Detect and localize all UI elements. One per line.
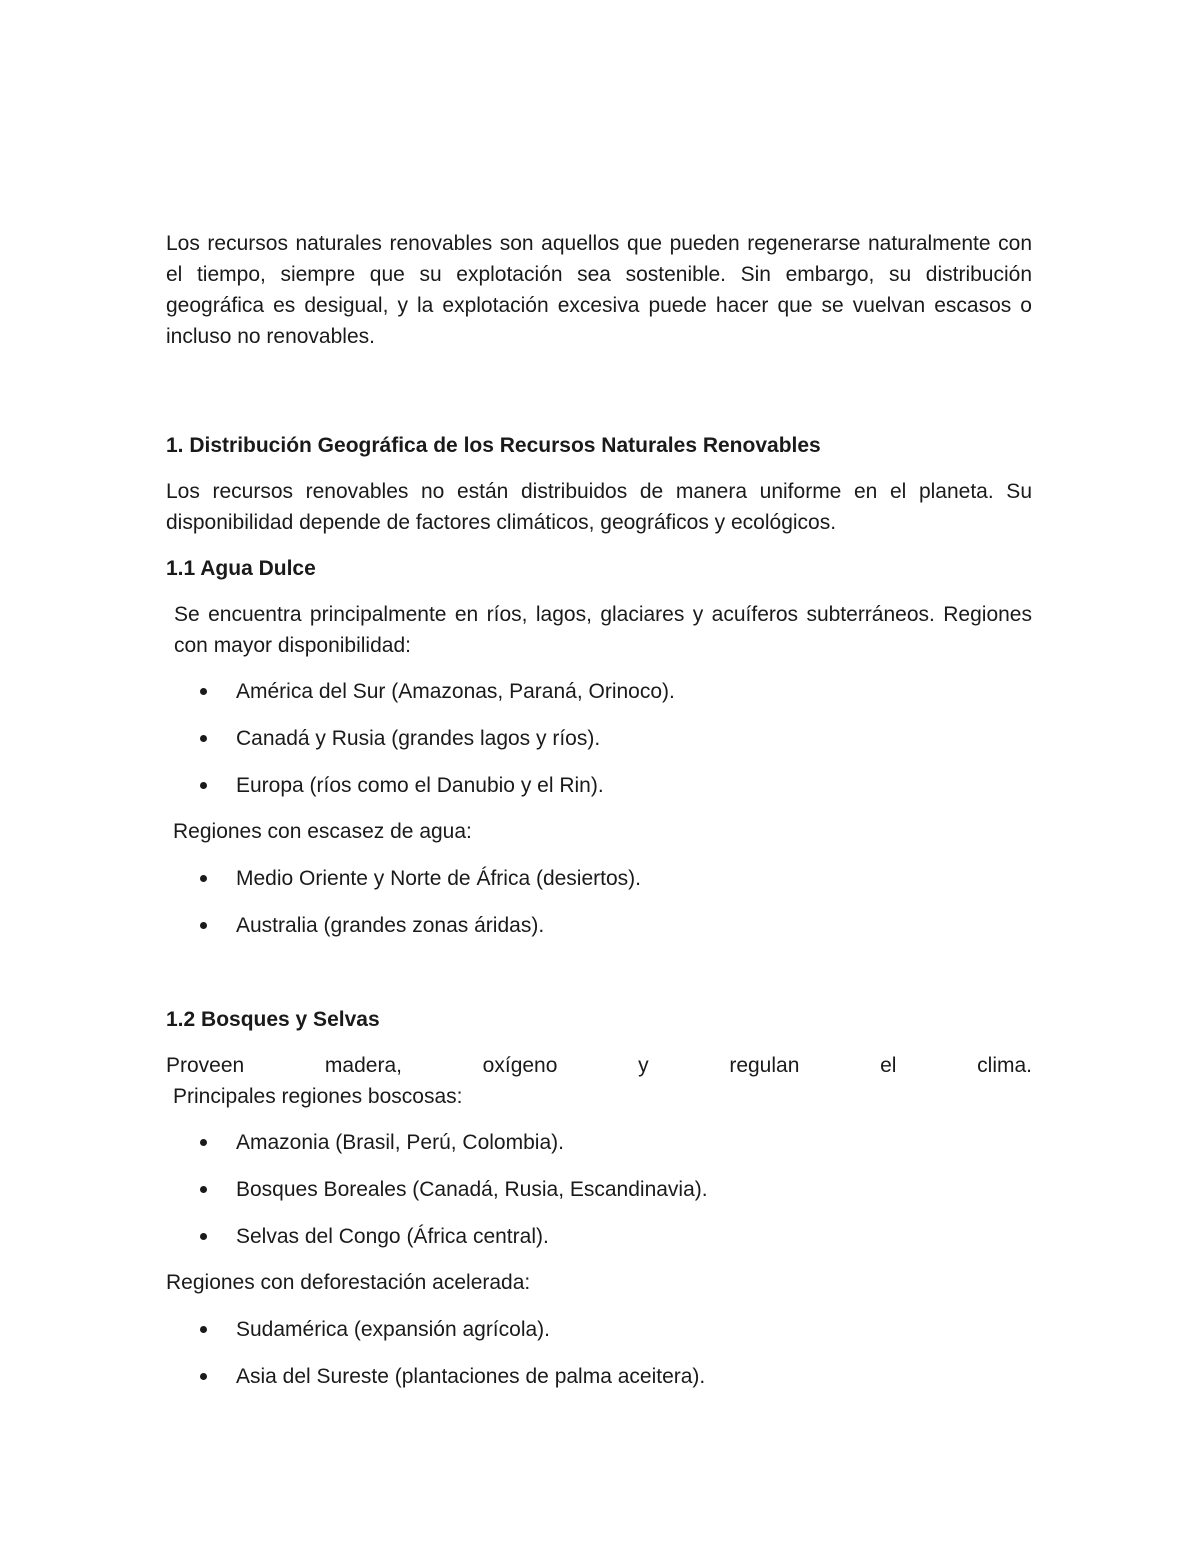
- deforestation-label: Regiones con deforestación acelerada:: [166, 1271, 531, 1294]
- list-item-text: Selvas del Congo (África central).: [236, 1225, 549, 1248]
- bullet-icon: [200, 922, 207, 929]
- scarcity-list: [166, 863, 1032, 941]
- list-item: [166, 1127, 1032, 1158]
- bullet-icon: [200, 735, 207, 742]
- list-item: [166, 723, 1032, 754]
- section-1-1-body: [166, 599, 1032, 661]
- list-item: [166, 770, 1032, 801]
- list-item-text: Europa (ríos como el Danubio y el Rin).: [236, 774, 604, 797]
- bullet-icon: [200, 1373, 207, 1380]
- list-item: [166, 1314, 1032, 1345]
- document-page: [166, 228, 1032, 1392]
- list-item-text: Asia del Sureste (plantaciones de palma aceitera).: [236, 1365, 706, 1388]
- list-item: [166, 1221, 1032, 1252]
- list-item: [166, 1361, 1032, 1392]
- section-1-1-body-text: Se encuentra principalmente en ríos, lagos, glaciares y acuíferos subterráneos. Regiones con mayor disponibilidad:: [174, 603, 1032, 657]
- list-item: [166, 676, 1032, 707]
- list-item-text: Amazonia (Brasil, Perú, Colombia).: [236, 1131, 564, 1154]
- scarcity-label: Regiones con escasez de agua:: [173, 820, 472, 843]
- bullet-icon: [200, 1186, 207, 1193]
- bullet-icon: [200, 688, 207, 695]
- section-1-body: Los recursos renovables no están distribuidos de manera uniforme en el planeta. Su disponibilidad depende de factores climáticos, geográficos y ecológicos.: [166, 480, 1032, 534]
- section-1-2-body-line1: Proveen madera, oxígeno y regulan el clima.: [166, 1054, 1032, 1077]
- high-availability-list: [166, 676, 1032, 801]
- section-1-2-body-line2: Principales regiones boscosas:: [173, 1085, 463, 1108]
- bullet-icon: [200, 1233, 207, 1240]
- list-item-text: Canadá y Rusia (grandes lagos y ríos).: [236, 727, 601, 750]
- bullet-icon: [200, 1326, 207, 1333]
- list-item: [166, 1174, 1032, 1205]
- deforestation-list: [166, 1314, 1032, 1392]
- list-item: [166, 863, 1032, 894]
- intro-paragraph: Los recursos naturales renovables son aquellos que pueden regenerarse naturalmente con el tiempo, siempre que su explotación sea sostenible. Sin embargo, su distribución geográfica es desigual, y la explotación excesiva puede hacer que se vuelvan escasos o incluso no renovables.: [166, 232, 1032, 348]
- forest-regions-list: [166, 1127, 1032, 1252]
- list-item-text: América del Sur (Amazonas, Paraná, Orinoco).: [236, 680, 675, 703]
- list-item: [166, 910, 1032, 941]
- section-1-2-heading: 1.2 Bosques y Selvas: [166, 1008, 380, 1031]
- bullet-icon: [200, 1139, 207, 1146]
- list-item-text: Australia (grandes zonas áridas).: [236, 914, 545, 937]
- list-item-text: Sudamérica (expansión agrícola).: [236, 1318, 550, 1341]
- bullet-icon: [200, 875, 207, 882]
- section-1-1-heading: 1.1 Agua Dulce: [166, 557, 316, 580]
- list-item-text: Bosques Boreales (Canadá, Rusia, Escandinavia).: [236, 1178, 708, 1201]
- bullet-icon: [200, 782, 207, 789]
- list-item-text: Medio Oriente y Norte de África (desiertos).: [236, 867, 641, 890]
- section-1-heading: 1. Distribución Geográfica de los Recursos Naturales Renovables: [166, 434, 821, 457]
